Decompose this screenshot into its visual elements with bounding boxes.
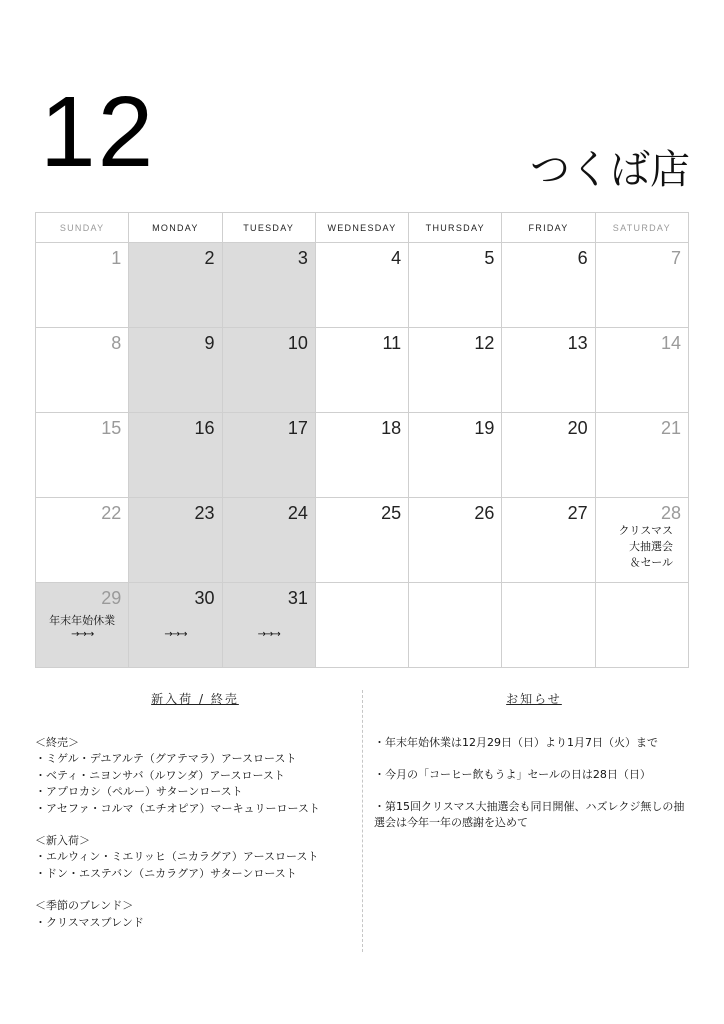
empty-cell [502,583,595,668]
new-arrival-heading: ＜新入荷＞ [35,834,90,848]
day-number: 8 [111,333,122,353]
day-number: 12 [474,333,495,353]
day-cell [36,498,129,583]
day-number: 22 [101,503,122,523]
day-cell [409,328,502,413]
day-number: 29 [101,588,122,608]
notice-item: ・第15回クリスマス大抽選会も同日開催、ハズレクジ無しの抽選会は今年一年の感謝を込めて [374,800,685,829]
empty-cell [595,583,688,668]
weekday-sunday: SUNDAY [36,213,129,243]
day-number: 3 [297,248,308,268]
store-name: つくば店 [530,147,690,193]
day-number: 28 [660,503,681,523]
day-cell [502,413,595,498]
day-cell [595,328,688,413]
day-number: 17 [287,418,308,438]
week-row [36,243,689,328]
day-cell-closed [129,583,222,668]
day-number: 13 [567,333,588,353]
day-cell [315,328,408,413]
day-cell-closed [222,498,315,583]
day-number: 10 [287,333,308,353]
christmas-sale-note: クリスマス 大抽選会 ＆セール [618,524,673,569]
day-number: 18 [381,418,402,438]
day-number: 27 [567,503,588,523]
continuation-arrows: →→→ [71,629,94,640]
section-divider [362,690,363,952]
day-cell-closed [222,583,315,668]
notices-title: お知らせ [506,692,562,706]
day-number: 21 [660,418,681,438]
continuation-arrows: →→→ [257,629,280,640]
notice-item: ・年末年始休業は12月29日（日）より1月7日（火）まで [374,736,658,749]
list-item: ・アセファ・コルマ（エチオピア）マーキュリーロースト [35,801,320,815]
day-number: 24 [287,503,308,523]
day-number: 30 [194,588,215,608]
day-number: 9 [204,333,215,353]
day-number: 23 [194,503,215,523]
day-cell [315,243,408,328]
day-cell-closed [129,413,222,498]
weekday-header-row [36,213,689,243]
day-number: 19 [474,418,495,438]
day-cell [595,413,688,498]
day-number: 2 [204,248,215,268]
list-item: ・ミゲル・デユアルテ（グアテマラ）アースロースト [35,752,297,766]
weekday-friday: FRIDAY [502,213,595,243]
day-cell-closed [222,243,315,328]
day-number: 11 [382,333,402,353]
day-number: 31 [287,588,308,608]
day-number: 14 [660,333,681,353]
day-number: 1 [111,248,122,268]
day-number: 15 [101,418,122,438]
weekday-wednesday: WEDNESDAY [315,213,408,243]
month-number: 12 [40,76,156,188]
empty-cell [409,583,502,668]
weekday-thursday: THURSDAY [409,213,502,243]
new-arrivals-section [35,690,355,931]
day-number: 6 [577,248,588,268]
week-row [36,413,689,498]
calendar-grid [35,212,689,668]
day-cell-event [595,498,688,583]
day-cell [502,498,595,583]
week-row [36,498,689,583]
day-cell [595,243,688,328]
continuation-arrows: →→→ [164,629,187,640]
list-item: ・クリスマスブレンド [35,915,144,929]
day-cell [36,328,129,413]
day-cell-closed [222,413,315,498]
day-number: 26 [474,503,495,523]
day-number: 16 [194,418,215,438]
notices-section [374,690,694,847]
day-number: 20 [567,418,588,438]
seasonal-blend-heading: ＜季節のブレンド＞ [35,899,134,913]
day-cell-closed [129,498,222,583]
day-cell [502,328,595,413]
sold-out-heading: ＜終売＞ [35,736,79,749]
list-item: ・アプロカシ（ペルー）サターンロースト [35,785,243,799]
day-number: 25 [381,503,402,523]
new-arrivals-title: 新入荷 / 終売 [151,692,239,706]
day-cell [409,243,502,328]
day-cell [36,243,129,328]
weekday-saturday: SATURDAY [595,213,688,243]
notice-item: ・今月の「コーヒー飲もうよ」セールの日は28日（日） [374,768,651,781]
list-item: ・ベティ・ニヨンサバ（ルワンダ）アースロースト [35,768,285,782]
day-cell [315,413,408,498]
day-cell-closed [129,243,222,328]
week-row [36,583,689,668]
week-row [36,328,689,413]
empty-cell [315,583,408,668]
list-item: ・エルウィン・ミエリッヒ（ニカラグア）アースロースト [35,850,319,864]
day-cell [315,498,408,583]
day-cell-closed [222,328,315,413]
day-cell [502,243,595,328]
day-cell [409,498,502,583]
day-cell-closed [129,328,222,413]
day-cell [36,413,129,498]
day-cell-closed [36,583,129,668]
day-cell [409,413,502,498]
weekday-tuesday: TUESDAY [222,213,315,243]
day-number: 7 [670,248,681,268]
day-number: 4 [391,248,402,268]
holiday-note: 年末年始休業 [49,614,116,627]
weekday-monday: MONDAY [129,213,222,243]
day-number: 5 [484,248,495,268]
list-item: ・ドン・エステバン（ニカラグア）サターンロースト [35,866,297,880]
